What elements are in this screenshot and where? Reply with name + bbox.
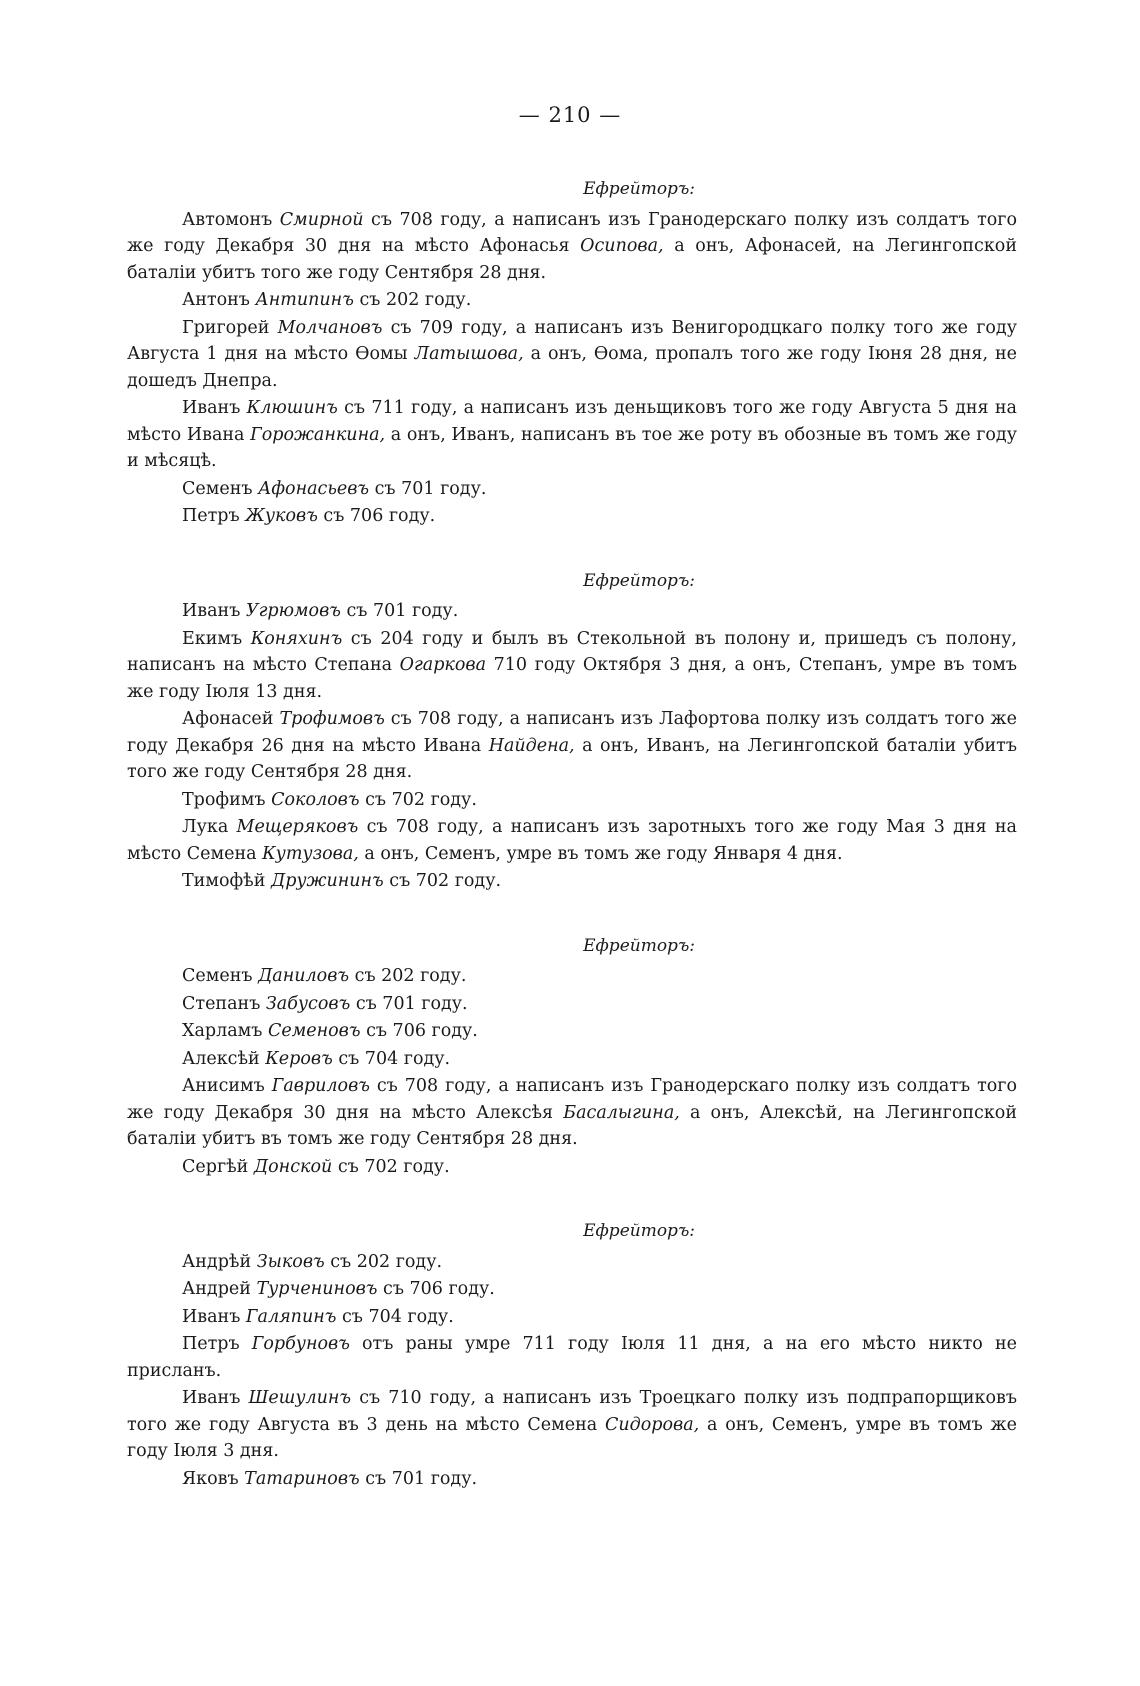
entry-text: Екимъ [182,628,251,649]
entry-name-italic: Соколовъ [271,789,360,810]
entry-text: съ 706 году. [317,506,436,526]
entry-text: съ 202 году. [353,290,472,310]
roster-entry [127,706,1017,786]
page-number: — 210 — [518,103,622,127]
body-text [127,176,1017,1530]
section-heading: Ефрейторъ: [583,570,695,591]
entry-text: Иванъ [182,1306,246,1327]
entry-name-italic: Угрюмовъ [245,601,341,621]
entry-text: Андрей [182,1279,257,1299]
roster-entry [127,395,1017,475]
entry-text: съ 702 году. [383,871,502,891]
entry-text: съ 704 году. [332,1048,451,1069]
entry-text: а онъ, Ѳома, пропалъ того же году Іюня 28 дня, не дошедъ Днепра. [127,344,1017,391]
entry-name-italic: Молчановъ [277,317,383,338]
roster-entry [127,814,1017,867]
entry-text: Анисимъ [182,1076,272,1096]
entry-text: Семенъ [182,966,259,986]
entry-name-italic: Горбуновъ [251,1334,350,1354]
entry-text: а онъ, Алексѣй, на Легингопской баталіи убитъ въ томъ же году Сентября 28 дня. [127,1102,1017,1149]
entry-text: съ 202 году. [324,1251,443,1272]
entry-text: Андрѣй [182,1251,257,1272]
entry-text: съ 706 году. [360,1021,478,1041]
entry-text: съ 706 году. [377,1279,495,1299]
entry-text: Петръ [182,506,246,526]
roster-entry [127,1385,1017,1465]
entry-name-italic: Огаркова [399,655,487,675]
entry-text: съ 701 году. [340,601,459,621]
entry-name-italic: Смирной [279,209,364,230]
entry-text: а онъ, Афонасей, на Легингопской баталіи убитъ того же году Сентября 28 дня. [127,236,1017,283]
entry-text: Алексѣй [182,1048,266,1069]
entry-text: Иванъ [182,398,247,418]
roster-entry [127,787,1017,814]
entry-text: а онъ, Иванъ, написанъ въ тое же роту въ обозные въ томъ же году и мѣсяцѣ. [127,424,1017,471]
entry-name-italic: Мещеряковъ [236,817,359,837]
entry-name-italic: Зыковъ [256,1251,325,1272]
entry-text: съ 704 году. [336,1306,454,1327]
entry-text: съ 708 году, а написанъ изъ заротныхъ того же году Мая 3 дня на мѣсто Семена [127,817,1017,864]
entry-name-italic: Афонасьевъ [258,478,370,499]
entry-text: съ 710 году, а написанъ изъ Троецкаго полку изъ подпрапорщиковъ того же году Августа въ 3 день на мѣсто Семена [127,1388,1017,1435]
entry-text: съ 701 году. [359,1468,478,1489]
roster-entry [127,991,1017,1018]
section [127,1218,1017,1492]
entry-text: съ 709 году, а написанъ изъ Венигородцкаго полку того же году Августа 1 дня на мѣсто Ѳомы [127,317,1017,364]
roster-entry [127,207,1017,287]
entry-name-italic: Кутузова, [262,843,359,864]
entry-text: Иванъ [182,1388,249,1408]
entry-text: 710 году Октября 3 дня, а онъ, Степанъ, умре въ томъ же году Іюля 13 дня. [127,655,1017,702]
entry-name-italic: Найдена, [488,735,575,756]
entry-name-italic: Осипова, [580,236,664,256]
entry-name-italic: Сидорова, [605,1414,700,1435]
roster-entry [127,1304,1017,1331]
entry-text: а онъ, Иванъ, на Легингопской баталіи убитъ того же году Сентября 28 дня. [127,735,1017,782]
roster-entry [127,1154,1017,1181]
entry-name-italic: Татариновъ [244,1468,360,1489]
entry-name-italic: Коняхинъ [250,628,343,649]
roster-entry [127,1046,1017,1073]
entry-name-italic: Галяпинъ [245,1306,337,1327]
entry-name-italic: Семеновъ [267,1021,361,1041]
entry-text: съ 701 году. [350,993,468,1014]
entry-text: съ 204 году и былъ въ Стекольной въ полону и, пришедъ съ полону, написанъ на мѣсто Степана [127,628,1017,675]
roster-entry [127,503,1017,530]
roster-entry [127,1249,1017,1276]
entry-name-italic: Басалыгина, [563,1102,680,1123]
entry-text: а онъ, Семенъ, умре въ томъ же году Іюля 3 дня. [127,1414,1017,1461]
entry-name-italic: Керовъ [265,1048,333,1069]
entry-text: съ 708 году, а написанъ изъ Лафортова полку изъ солдатъ того же году Декабря 26 дня на мѣсто Ивана [127,709,1018,756]
entry-text: Сергѣй [182,1156,254,1177]
roster-entry [127,287,1017,314]
entry-name-italic: Жуковъ [245,506,318,526]
entry-text: Яковъ [182,1468,245,1489]
entry-name-italic: Забусовъ [265,993,351,1014]
entry-text: Афонасей [182,709,280,729]
section [127,933,1017,1181]
entry-name-italic: Шешулинъ [248,1388,352,1408]
roster-entry [127,1466,1017,1493]
entry-text: отъ раны умре 711 году Іюля 11 дня, а на его мѣсто никто не присланъ. [127,1334,1017,1381]
entry-name-italic: Даниловъ [258,966,350,986]
roster-entry [127,315,1017,395]
entry-name-italic: Турчениновъ [256,1279,378,1299]
section-heading: Ефрейторъ: [583,179,695,199]
entry-text: Тимофѣй [182,871,271,891]
roster-entry [127,598,1017,625]
entry-text: съ 708 году, а написанъ изъ Гранодерскаго полку изъ солдатъ того же году Декабря 30 дня на мѣсто Алексѣя [127,1076,1018,1123]
entry-text: Семенъ [182,478,259,499]
entry-text: съ 708 году, а написанъ изъ Гранодерскаго полку изъ солдатъ того же году Декабря 30 дня на мѣсто Афонасья [127,209,1017,256]
entry-text: Лука [182,817,237,837]
section-heading: Ефрейторъ: [583,935,695,956]
entry-text: Петръ [182,1334,252,1354]
entry-text: а онъ, Семенъ, умре въ томъ же году Января 4 дня. [358,843,843,864]
entry-text: Григорей [182,317,278,338]
entry-text: съ 711 году, а написанъ изъ деньщиковъ того же году Августа 5 дня на мѣсто Ивана [127,398,1017,445]
entry-name-italic: Клюшинъ [246,398,338,418]
entry-text: Автомонъ [182,209,280,230]
roster-entry [127,1073,1017,1153]
entry-text: съ 702 году. [332,1156,450,1177]
section-heading: Ефрейторъ: [583,1221,695,1241]
roster-entry [127,868,1017,895]
entry-name-italic: Трофимовъ [279,709,385,729]
entry-name-italic: Дружининъ [270,871,384,891]
roster-entry [127,1018,1017,1045]
entry-name-italic: Горожанкина, [250,424,386,445]
entry-text: съ 701 году. [369,478,487,499]
roster-entry [127,626,1017,706]
entry-text: Трофимъ [182,789,272,810]
roster-entry [127,963,1017,990]
entry-text: Иванъ [182,601,246,621]
entry-text: съ 202 году. [349,966,467,986]
section [127,176,1017,530]
roster-entry [127,476,1017,503]
entry-text: Степанъ [182,993,266,1014]
entry-name-italic: Антипинъ [255,290,354,310]
section [127,568,1017,895]
roster-entry [127,1276,1017,1303]
entry-name-italic: Латышова, [414,344,524,364]
entry-name-italic: Гавриловъ [271,1076,370,1096]
entry-name-italic: Донской [253,1156,333,1177]
entry-text: съ 702 году. [359,789,477,810]
entry-text: Харламъ [182,1021,268,1041]
entry-text: Антонъ [182,290,256,310]
roster-entry [127,1331,1017,1384]
